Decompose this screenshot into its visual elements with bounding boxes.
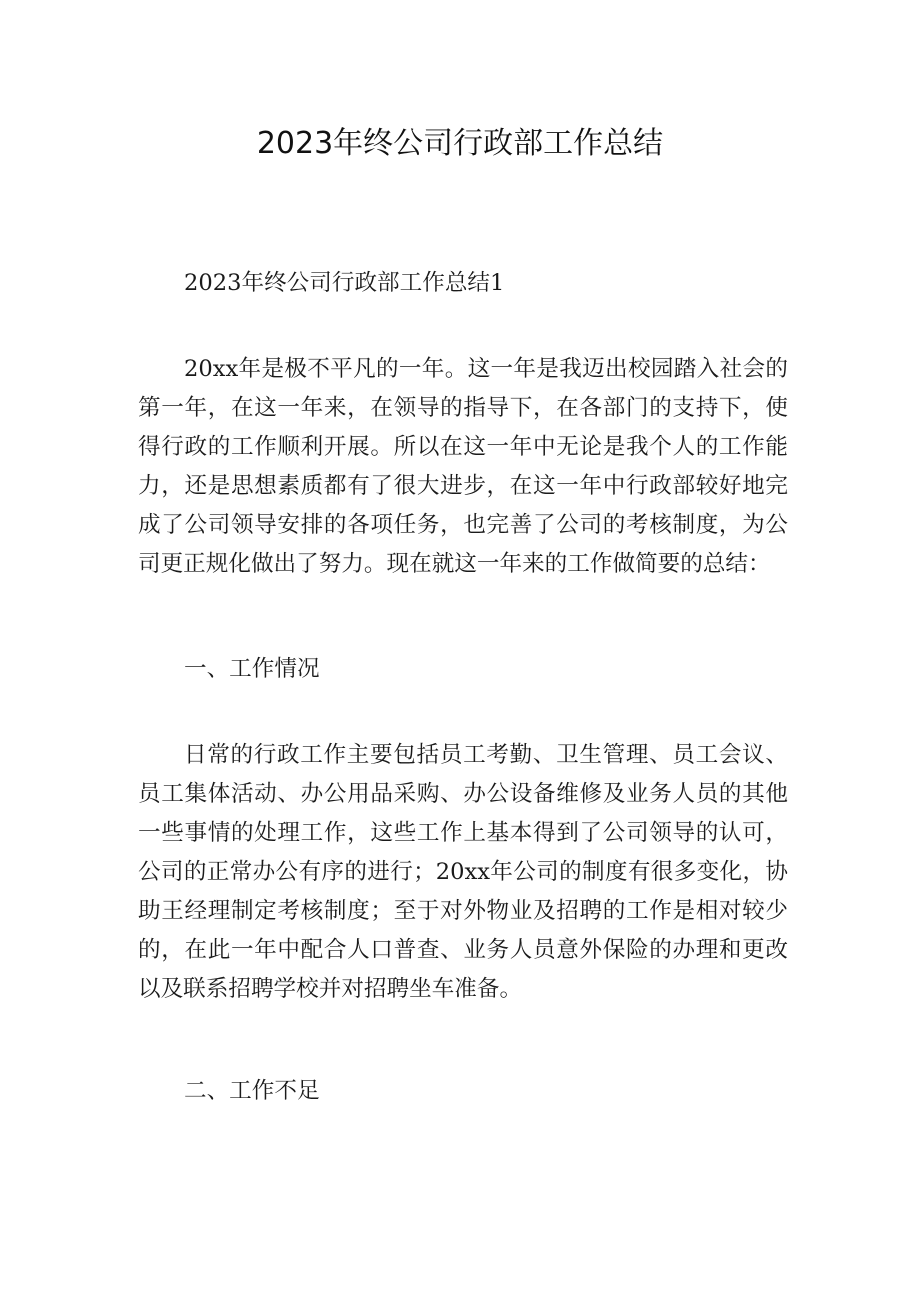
section-heading-work-status: 一、工作情况 — [184, 656, 320, 682]
document-title: 2023年终公司行政部工作总结 — [256, 126, 664, 161]
document-subtitle: 2023年终公司行政部工作总结1 — [184, 270, 505, 296]
paragraph-intro: 20xx年是极不平凡的一年。这一年是我迈出校园踏入社会的第一年，在这一年来，在领导的指导下，在各部门的支持下，使得行政的工作顺利开展。所以在这一年中无论是我个人的工作能力，还是思想素质都有了很大进步，在这一年中行政部较好地完成了公司领导安排的各项任务，也完善了公司的考核制度，为公司更正规化做出了努力。现在就这一年来的工作做简要的总结： — [138, 356, 788, 577]
section-heading-work-shortcomings: 二、工作不足 — [184, 1078, 320, 1104]
paragraph-work-status: 日常的行政工作主要包括员工考勤、卫生管理、员工会议、员工集体活动、办公用品采购、办公设备维修及业务人员的其他一些事情的处理工作，这些工作上基本得到了公司领导的认可，公司的正常办公有序的进行；20xx年公司的制度有很多变化，协助王经理制定考核制度；至于对外物业及招聘的工作是相对较少的，在此一年中配合人口普查、业务人员意外保险的办理和更改以及联系招聘学校并对招聘坐车准备。 — [138, 742, 788, 1002]
